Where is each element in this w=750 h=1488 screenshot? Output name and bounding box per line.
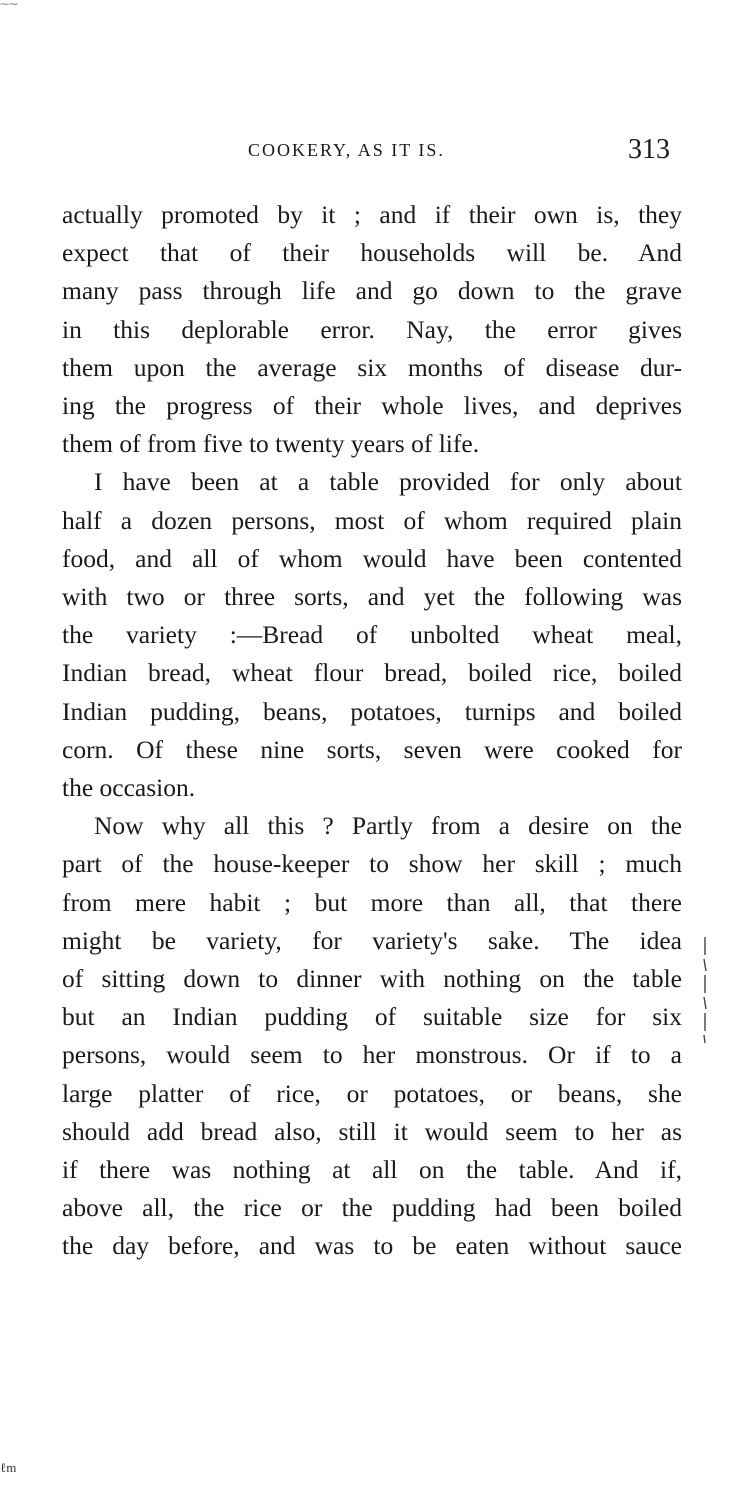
text-line: food, and all of whom would have been contented xyxy=(62,543,682,573)
text-line: large platter of rice, or potatoes, or beans, she xyxy=(62,1078,682,1108)
text-line: part of the house-keeper to show her skill ; much xyxy=(62,849,682,879)
text-line: ing the progress of their whole lives, and deprives xyxy=(62,391,682,421)
text-line: expect that of their households will be. And xyxy=(62,238,682,268)
scan-artifact-bottom: ℓm xyxy=(0,1460,17,1475)
text-line: of sitting down to dinner with nothing on the table xyxy=(62,964,682,994)
text-line: persons, would seem to her monstrous. Or if to a xyxy=(62,1040,682,1070)
page-number: 313 xyxy=(628,134,670,165)
text-line: from mere habit ; but more than all, that there xyxy=(62,887,682,917)
body-text xyxy=(62,196,682,1266)
text-line: if there was nothing at all on the table. And if, xyxy=(62,1155,682,1185)
running-title: COOKERY, AS IT IS. xyxy=(248,140,445,160)
scan-artifact-top: ⁓⁓ xyxy=(0,0,18,10)
text-line: above all, the rice or the pudding had been boiled xyxy=(62,1193,682,1223)
text-line: in this deplorable error. Nay, the error gives xyxy=(62,314,682,344)
text-line: Now why all this ? Partly from a desire on the xyxy=(94,811,682,841)
text-line: the occasion. xyxy=(62,773,196,803)
text-line: actually promoted by it ; and if their own is, they xyxy=(62,200,682,229)
text-line: should add bread also, still it would seem to her as xyxy=(62,1116,682,1146)
text-line: might be variety, for variety's sake. The idea xyxy=(62,925,682,955)
text-line: them of from five to twenty years of life. xyxy=(62,429,480,459)
text-line: but an Indian pudding of suitable size for six xyxy=(62,1002,682,1032)
text-line: Indian pudding, beans, potatoes, turnips and boiled xyxy=(62,696,682,726)
text-line: Indian bread, wheat flour bread, boiled rice, boiled xyxy=(62,658,682,688)
text-line: them upon the average six months of disease dur- xyxy=(62,352,682,382)
text-line: I have been at a table provided for only about xyxy=(94,467,682,497)
text-line: the day before, and was to be eaten without sauce xyxy=(62,1231,682,1261)
text-line: with two or three sorts, and yet the following was xyxy=(62,582,682,612)
text-line: corn. Of these nine sorts, seven were cooked for xyxy=(62,734,682,764)
margin-pencil-mark xyxy=(700,935,710,1045)
text-line: many pass through life and go down to the grave xyxy=(62,276,682,306)
text-line: the variety :—Bread of unbolted wheat meal, xyxy=(62,620,682,650)
text-line: half a dozen persons, most of whom required plain xyxy=(62,505,682,535)
